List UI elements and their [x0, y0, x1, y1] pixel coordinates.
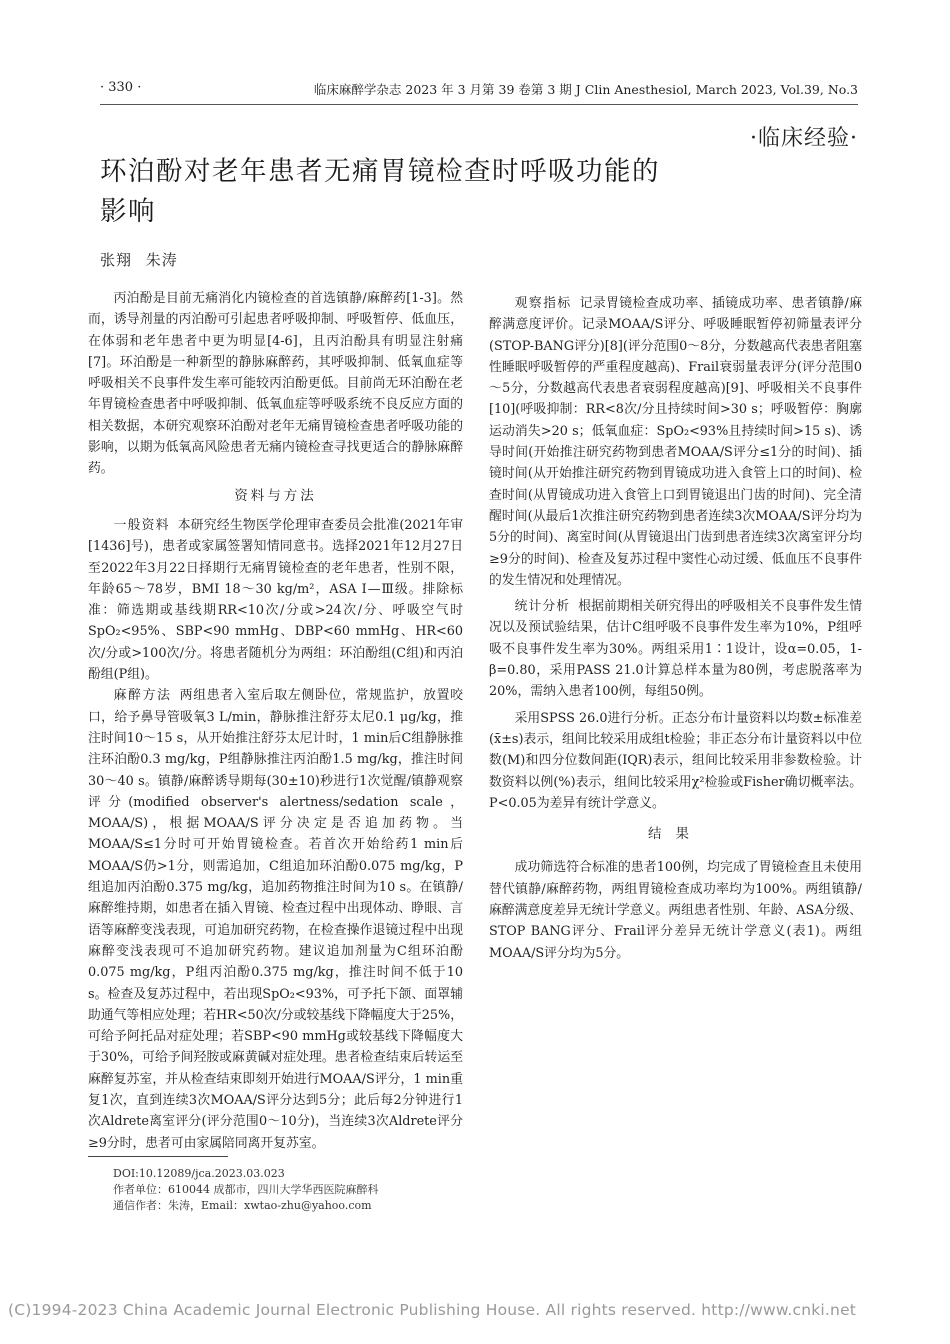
- spss-paragraph: 采用SPSS 26.0进行分析。正态分布计量资料以均数±标准差(x̄±s)表示，组间比较采用成组t检验；非正态分布计量资料以中位数(M)和四分位数间距(IQR)表示，组间比较采用非参数检验。计数资料以例(%)表示，组间比较采用χ²检验或Fisher确切概率法。P<0.05为差异有统计学意义。: [489, 710, 862, 811]
- left-column: [88, 288, 464, 1151]
- general-info-paragraph: [88, 515, 463, 685]
- article-title: [100, 152, 760, 232]
- journal-running-header: 临床麻醉学杂志 2023 年 3 月第 39 卷第 3 期 J Clin Anesthesiol, March 2023, Vol.39, No.3: [313, 82, 858, 97]
- author-list: 张翔 朱涛: [100, 251, 178, 269]
- general-info-text: 本研究经生物医学伦理审查委员会批准(2021年审[1436]号)，患者或家属签署知情同意书。选择2021年12月27日至2022年3月22日择期行无痛胃镜检查的老年患者，性别不限，年龄65～78岁，BMI 18～30 kg/m²，ASA Ⅰ—Ⅲ级。排除标准：筛选期或基线期RR<10次/分或>24次/分、呼吸空气时SpO₂<95%、SBP<90 mmHg、DBP<60 mmHg、HR<60次/分或>100次/分。将患者随机分为两组：环泊酚组(C组)和丙泊酚组(P组)。: [88, 517, 464, 683]
- footnotes: [113, 1166, 379, 1214]
- statistics-paragraph: [489, 596, 862, 702]
- results-heading: 结果: [648, 826, 703, 843]
- anesthesia-method-label: 麻醉方法: [113, 688, 172, 704]
- general-info-label: 一般资料: [113, 517, 170, 533]
- statistics-label: 统计分析: [514, 599, 571, 615]
- page-number: · 330 ·: [100, 80, 142, 95]
- correspondence-line: 通信作者：朱涛，Email：xwtao-zhu@yahoo.com: [113, 1199, 372, 1212]
- title-line-1: 环泊酚对老年患者无痛胃镜检查时呼吸功能的: [100, 156, 660, 187]
- title-line-2: 影响: [100, 196, 156, 227]
- intro-paragraph: 丙泊酚是目前无痛消化内镜检查的首选镇静/麻醉药[1-3]。然而，诱导剂量的丙泊酚可引起患者呼吸抑制、呼吸暂停、低血压，在体弱和老年患者中更为明显[4-6]，且丙泊酚具有明显注射痛[7]。环泊酚是一种新型的静脉麻醉药，其呼吸抑制、低氧血症等呼吸相关不良事件发生率可能较丙泊酚更低。目前尚无环泊酚在老年胃镜检查患者中呼吸抑制、低氧血症等呼吸系统不良反应方面的相关数据，本研究观察环泊酚对老年无痛胃镜检查患者呼吸功能的影响，以期为低氧高风险患者无痛内镜检查寻找更适合的静脉麻醉药。: [88, 291, 463, 477]
- statistics-text: 根据前期相关研究得出的呼吸相关不良事件发生情况以及预试验结果，估计C组呼吸不良事件发生率为10%，P组呼吸不良事件发生率为30%。两组采用1∶1设计，设α=0.05，1-β=0.80，采用PASS 21.0计算总样本量为80例，考虑脱落率为20%，需纳入患者100例，每组50例。: [489, 599, 863, 700]
- right-column: [489, 288, 862, 1238]
- observation-label: 观察指标: [514, 296, 572, 311]
- copyright-watermark: (C)1994-2023 China Academic Journal Electronic Publishing House. All rights reserved. http://www.cnki.net: [8, 1301, 857, 1319]
- methods-heading: 资料与方法: [234, 487, 317, 504]
- observation-text: 记录胃镜检查成功率、插镜成功率、患者镇静/麻醉满意度评价。记录MOAA/S评分、呼吸睡眠暂停初筛量表评分(STOP-BANG评分)[8](评分范围0～8分，分数越高代表患者阻塞性睡眠呼吸暂停的严重程度越高)、Frail衰弱量表评分(评分范围0～5分，分数越高代表患者衰弱程度越高)[9]、呼吸相关不良事件[10](呼吸抑制：RR<8次/分且持续时间>30 s；呼吸暂停：胸廓运动消失>20 s；低氧血症：SpO₂<93%且持续时间>15 s)、诱导时间(开始推注研究药物到患者MOAA/S评分≤1分的时间)、插镜时间(从开始推注研究药物到胃镜成功进入食管上口的时间)、检查时间(从胃镜成功进入食管上口到胃镜退出门齿的时间)、完全清醒时间(从最后1次推注研究药物到患者连续3次MOAA/S评分均为5分的时间)、离室时间(从胃镜退出门齿到患者连续3次离室评分均≥9分的时间)、检查及复苏过程中窦性心动过缓、低血压不良事件的发生情况和处理情况。: [489, 296, 863, 588]
- section-tag: ·临床经验·: [750, 126, 858, 151]
- affiliation-line: 作者单位：610044 成都市，四川大学华西医院麻醉科: [113, 1183, 379, 1196]
- observation-paragraph: [489, 293, 862, 591]
- anesthesia-method-paragraph: [88, 685, 463, 1154]
- footnote-divider: [88, 1156, 228, 1157]
- anesthesia-method-text: 两组患者入室后取左侧卧位，常规监护，放置咬口，给予鼻导管吸氧3 L/min，静脉推注舒芬太尼0.1 μg/kg，推注时间10～15 s，从开始推注舒芬太尼计时，1 min后C组静脉推注环泊酚0.3 mg/kg，P组静脉推注丙泊酚1.5 mg/kg，推注时间30～40 s。镇静/麻醉诱导期每(30±10)秒进行1次觉醒/镇静观察评分(modified observer's alertness/sedation scale，MOAA/S)，根据MOAA/S评分决定是否追加药物。当MOAA/S≤1分时可开始胃镜检查。若首次开始给药1 min后MOAA/S仍>1分，则需追加，C组追加环泊酚0.075 mg/kg，P组追加丙泊酚0.375 mg/kg，追加药物推注时间为10 s。在镇静/麻醉维持期，如患者在插入胃镜、检查过程中出现体动、睁眼、言语等麻醉变浅表现，可追加研究药物，在检查操作退镜过程中出现麻醉变浅表现可不追加研究药物。建议追加剂量为C组环泊酚0.075 mg/kg，P组丙泊酚0.375 mg/kg，推注时间不低于10 s。检查及复苏过程中，若出现SpO₂<93%，可予托下颌、面罩辅助通气等相应处理；若HR<50次/分或较基线下降幅度大于25%，可给予阿托品对症处理；若SBP<90 mmHg或较基线下降幅度大于30%，可给予间羟胺或麻黄碱对症处理。患者检查结束后转运至麻醉复苏室，并从检查结束即刻开始进行MOAA/S评分，1 min重复1次，直到连续3次MOAA/S评分达到5分；此后每2分钟进行1次Aldrete离室评分(评分范围0～10分)，当连续3次Aldrete评分≥9分时，患者可由家属陪同离开复苏室。: [88, 688, 464, 1151]
- results-paragraph: 成功筛选符合标准的患者100例，均完成了胃镜检查且未使用替代镇静/麻醉药物，两组胃镜检查成功率均为100%。两组镇静/麻醉满意度差异无统计学意义。两组患者性别、年龄、ASA分级、STOP BANG评分、Frail评分差异无统计学意义(表1)。两组MOAA/S评分均为5分。: [489, 860, 862, 961]
- doi-line: DOI:10.12089/jca.2023.03.023: [113, 1167, 285, 1180]
- header-divider: [100, 104, 858, 105]
